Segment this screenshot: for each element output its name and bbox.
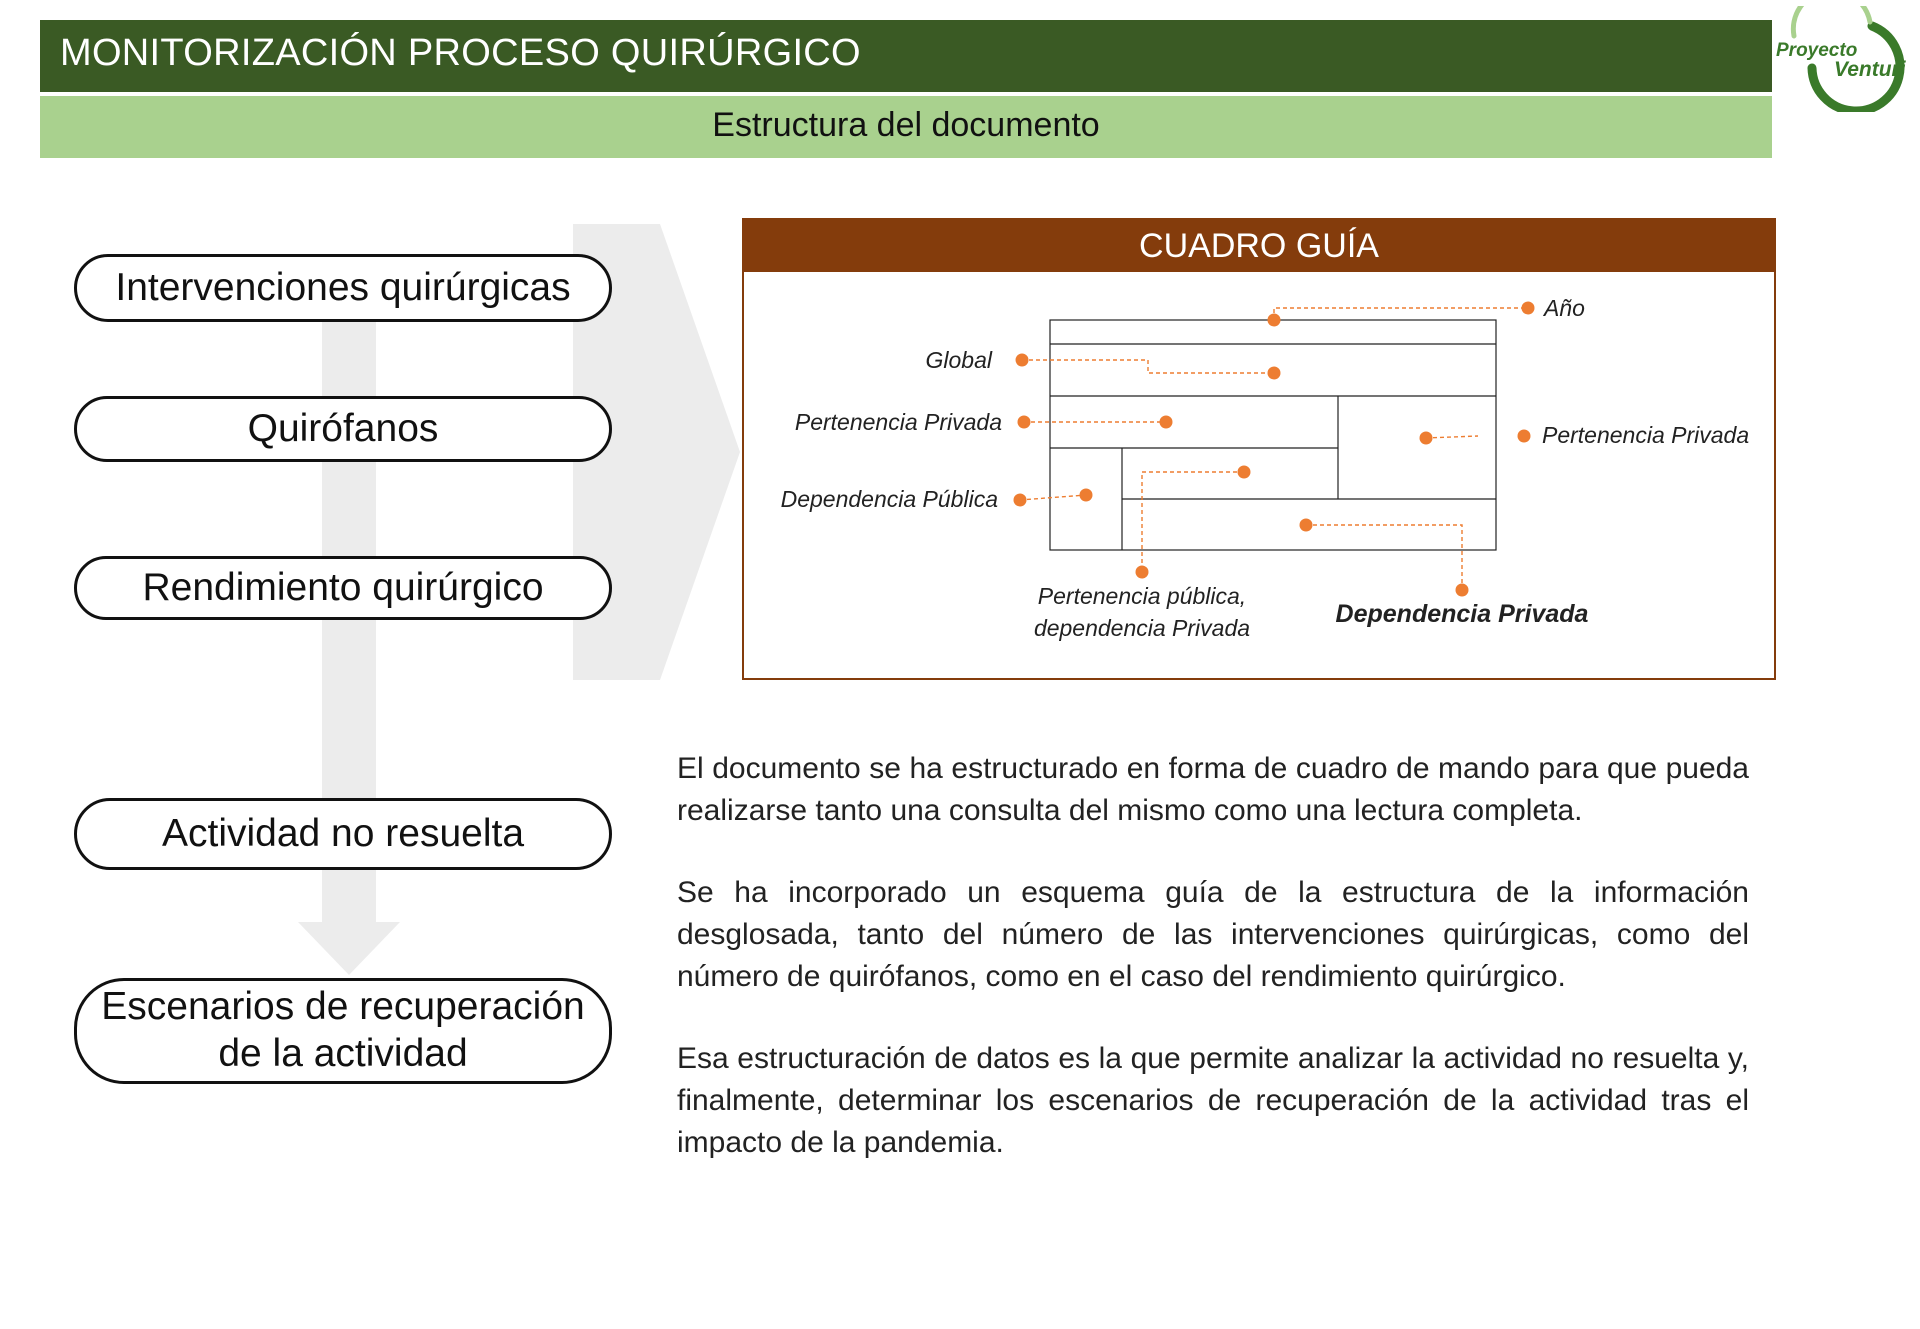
label-year: Año (1544, 295, 1585, 321)
page-subtitle: Estructura del documento (712, 106, 1100, 144)
label-public-dependency: Dependencia Pública (780, 486, 998, 512)
logo-text-line1: Proyecto (1776, 40, 1858, 61)
label-private-dependency: Dependencia Privada (1335, 600, 1589, 628)
page-title: MONITORIZACIÓN PROCESO QUIRÚRGICO (60, 32, 861, 74)
flow-item-actividad-no-resuelta (74, 798, 612, 870)
body-paragraph: Esa estructuración de datos es la que permite analizar la actividad no resuelta y, finalmente, determinar los escenarios de recuperación de la actividad tras el impacto de la pandemia. (677, 1042, 1749, 1159)
guide-diagram (744, 220, 1774, 678)
label-public-membership-line1: Pertenencia pública, (1037, 583, 1247, 609)
guide-panel (742, 218, 1776, 680)
body-paragraph: Se ha incorporado un esquema guía de la estructura de la información desglosada, tanto del número de las intervenciones quirúrgicas, como del número de quirófanos, como en el caso del rendimiento quirúrgico. (677, 876, 1749, 993)
label-private-membership-right: Pertenencia Privada (1542, 422, 1750, 448)
flow-item-label: Escenarios de recuperación de la actividad (101, 985, 585, 1075)
flow-item-intervenciones (74, 254, 612, 322)
flow-item-label: Rendimiento quirúrgico (142, 565, 544, 609)
label-public-membership-line2: dependencia Privada (1033, 615, 1251, 641)
label-global: Global (925, 347, 992, 373)
guide-connectors (1020, 308, 1528, 590)
flow-item-quirofanos (74, 396, 612, 462)
flow-item-label: Actividad no resuelta (161, 811, 525, 855)
flow-item-escenarios (74, 978, 612, 1084)
label-private-membership-left: Pertenencia Privada (794, 409, 1002, 435)
flow-item-label: Quirófanos (247, 406, 439, 450)
body-paragraph: El documento se ha estructurado en forma de cuadro de mando para que pueda realizarse tanto una consulta del mismo como una lectura completa. (677, 752, 1749, 827)
flow-item-label: Intervenciones quirúrgicas (115, 265, 571, 309)
flow-item-rendimiento (74, 556, 612, 620)
logo-text-line2: Venturi (1834, 58, 1906, 81)
guide-title: CUADRO GUÍA (744, 220, 1774, 272)
guide-markers (1014, 302, 1535, 597)
down-arrow-shape (298, 290, 400, 975)
